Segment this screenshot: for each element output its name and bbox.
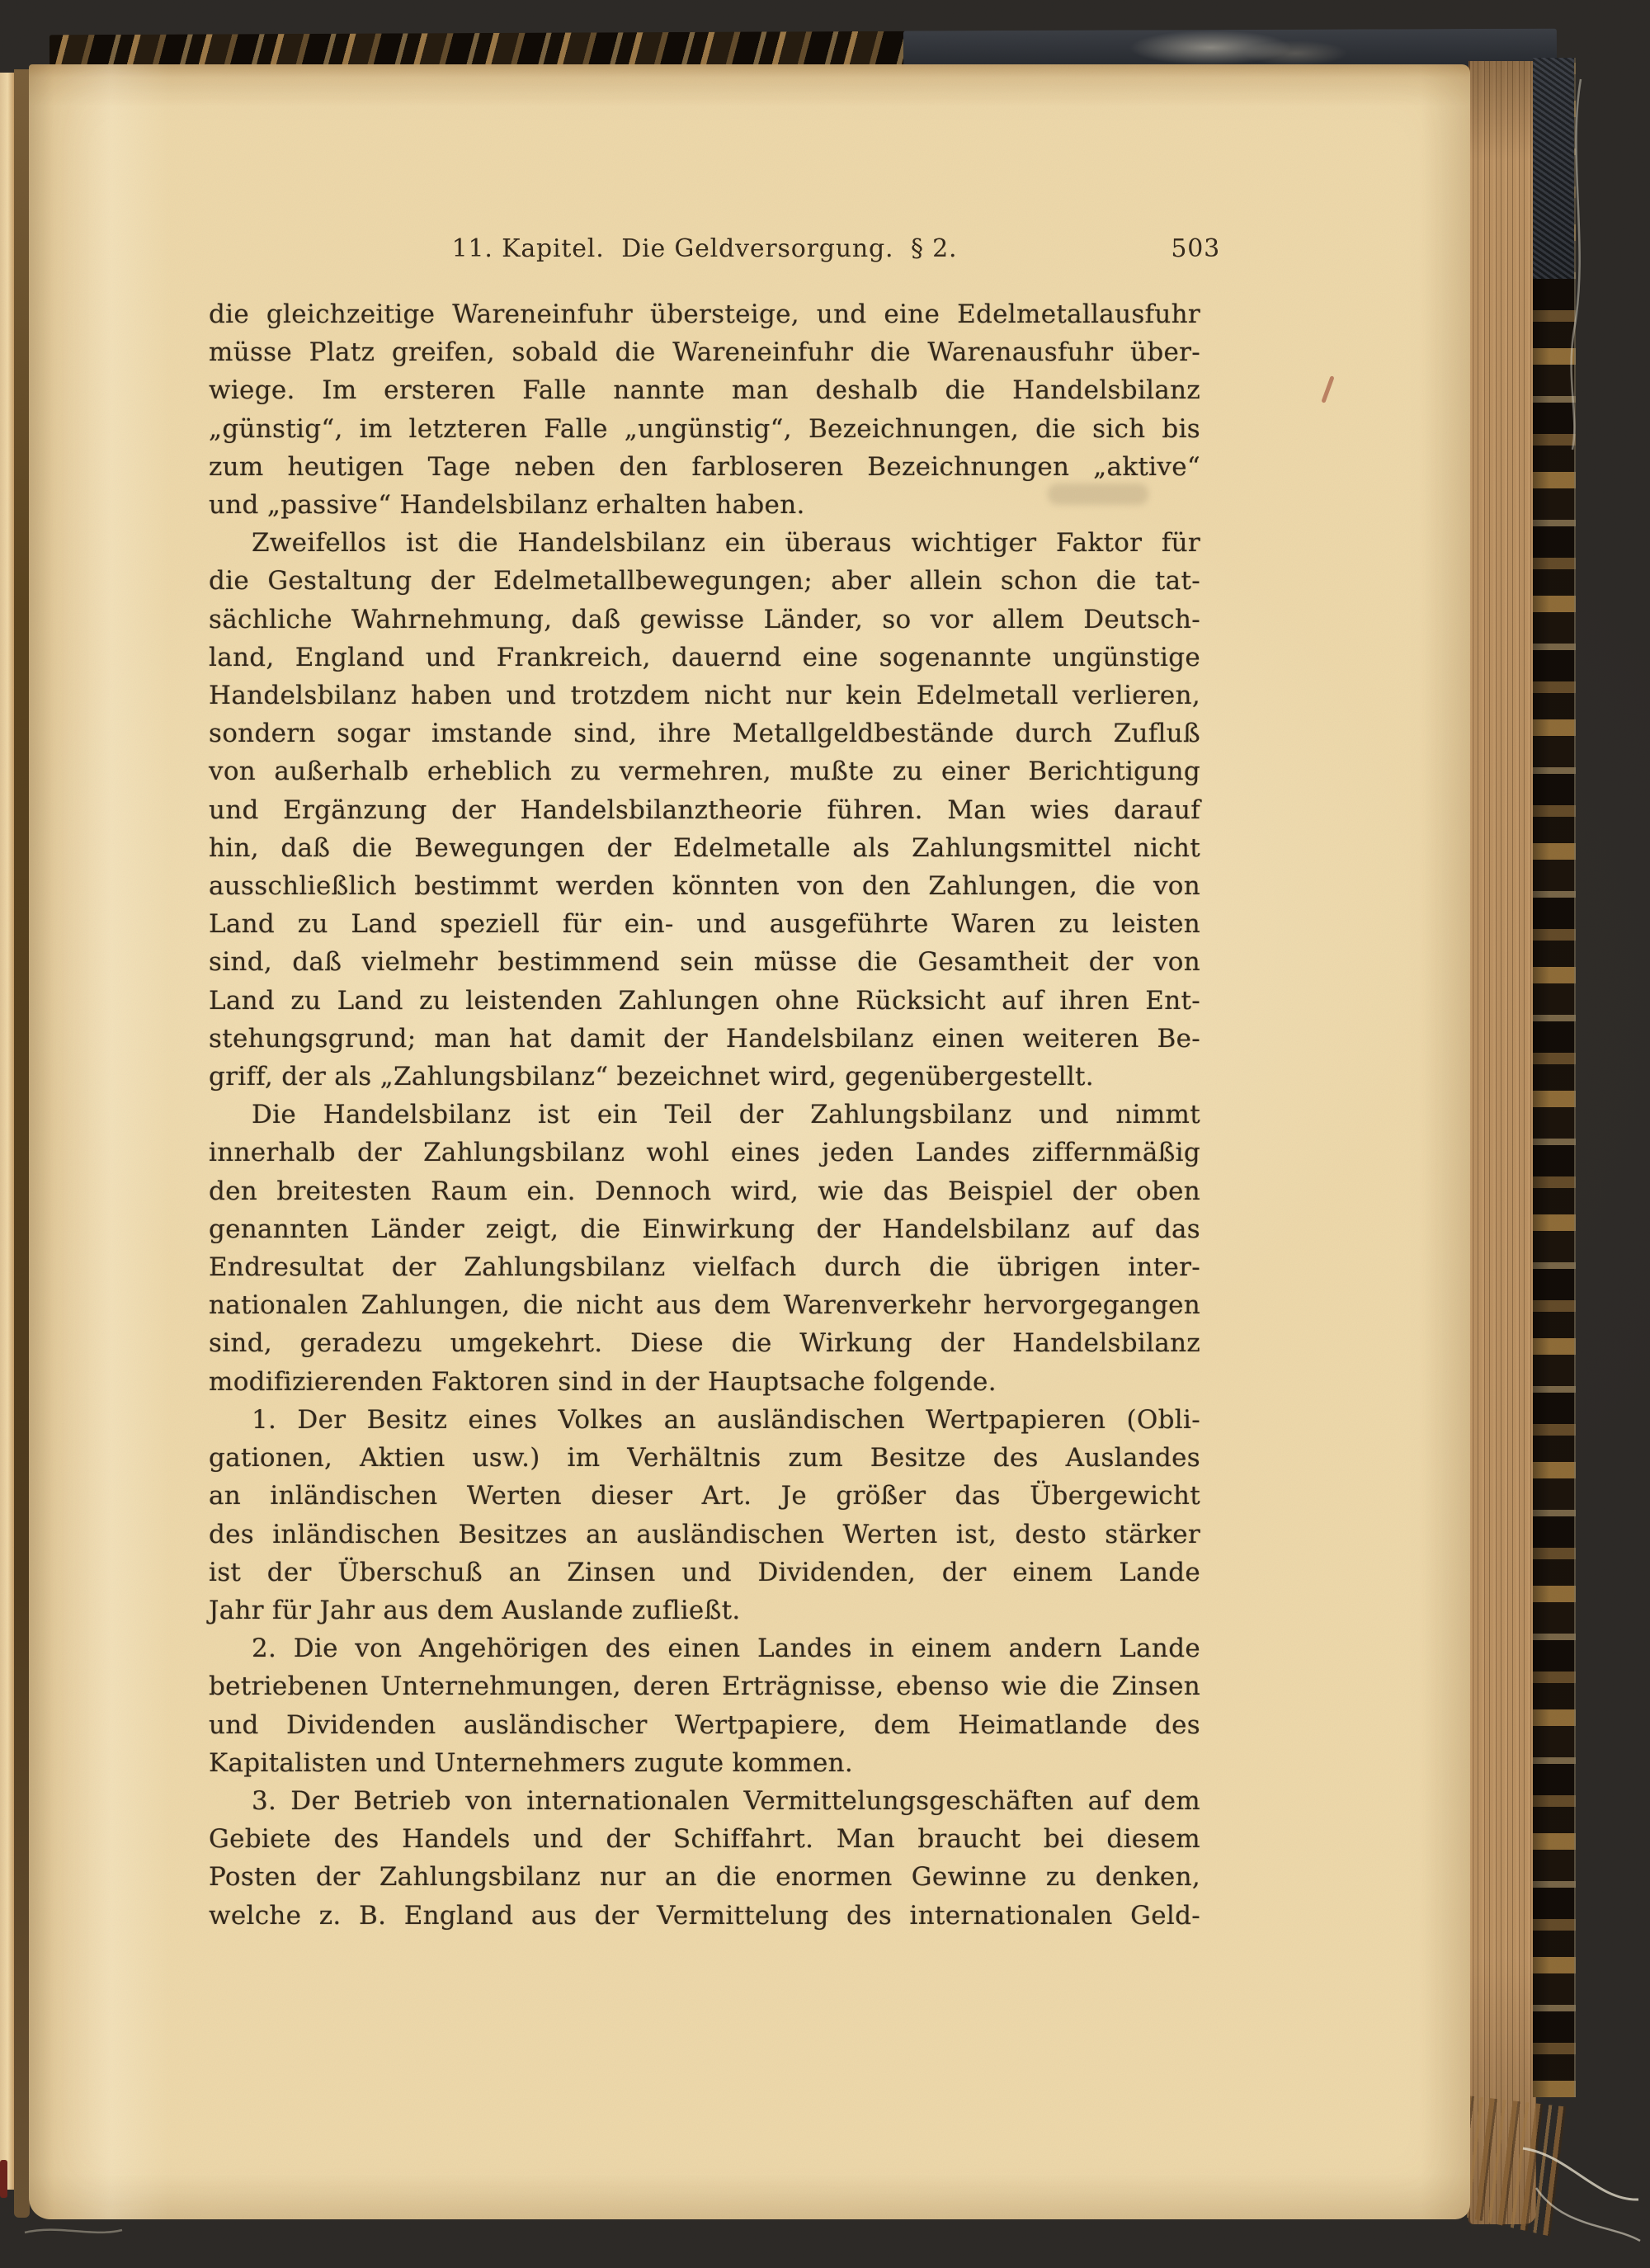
- text-line: 3. Der Betrieb von internationalen Vermittelungsgeschäften auf dem: [252, 1785, 1200, 1816]
- text-line: land, England und Frankreich, dauernd eine sogenannte ungünstige: [209, 642, 1200, 672]
- text-line: ist der Überschuß an Zinsen und Dividenden, der einem Lande: [209, 1557, 1200, 1587]
- paragraph: [209, 1401, 1200, 1629]
- text-line: Handelsbilanz haben und trotzdem nicht nur kein Edelmetall verlieren,: [209, 681, 1200, 711]
- page-number: 503: [1171, 234, 1220, 263]
- text-line: griff, der als „Zahlungsbilanz“ bezeichnet wird, gegenübergestellt.: [209, 1062, 1094, 1092]
- text-line: Gebiete des Handels und der Schiffahrt. Man braucht bei diesem: [209, 1824, 1200, 1855]
- text-line: sind, daß vielmehr bestimmend sein müsse die Gesamtheit der von: [209, 947, 1200, 978]
- text-line: 2. Die von Angehörigen des einen Landes in einem andern Lande: [252, 1634, 1200, 1664]
- marbled-cover-fore-edge: [1533, 58, 1576, 2097]
- text-line: Posten der Zahlungsbilanz nur an die enormen Gewinne zu denken,: [209, 1862, 1200, 1893]
- red-edge-speck: [0, 2160, 7, 2198]
- running-header: [209, 234, 1220, 267]
- page-stack-fore-edge: [1468, 61, 1536, 2224]
- paragraph: [209, 524, 1200, 1096]
- text-line: hin, daß die Bewegungen der Edelmetalle als Zahlungsmittel nicht: [209, 832, 1200, 863]
- text-line: und Ergänzung der Handelsbilanztheorie führen. Man wies darauf: [209, 795, 1200, 825]
- text-line: und Dividenden ausländischer Wertpapiere, dem Heimatlande des: [209, 1709, 1200, 1740]
- text-line: gationen, Aktien usw.) im Verhältnis zum Besitze des Auslandes: [209, 1443, 1200, 1473]
- text-line: des inländischen Besitzes an ausländischen Werten ist, desto stärker: [209, 1519, 1200, 1549]
- text-line: „günstig“, im letzteren Falle „ungünstig“, Bezeichnungen, die sich bis: [209, 413, 1200, 444]
- margin-pen-mark: [1321, 375, 1334, 403]
- text-line: müsse Platz greifen, sobald die Wareneinfuhr die Warenausfuhr über-: [209, 337, 1200, 368]
- text-line: Kapitalisten und Unternehmers zugute kommen.: [209, 1747, 854, 1778]
- text-line: sind, geradezu umgekehrt. Diese die Wirkung der Handelsbilanz: [209, 1328, 1200, 1359]
- text-line: Die Handelsbilanz ist ein Teil der Zahlungsbilanz und nimmt: [252, 1100, 1200, 1130]
- text-line: sondern sogar imstande sind, ihre Metallgeldbestände durch Zufluß: [209, 719, 1200, 749]
- text-line: den breitesten Raum ein. Dennoch wird, wie das Beispiel der oben: [209, 1176, 1200, 1206]
- text-line: 1. Der Besitz eines Volkes an ausländischen Wertpapieren (Obli-: [252, 1404, 1200, 1435]
- paragraph: [209, 1096, 1200, 1401]
- book-gutter-shadow: [14, 69, 30, 2218]
- text-line: die Gestaltung der Edelmetallbewegungen; aber allein schon die tat-: [209, 566, 1200, 596]
- text-line: Endresultat der Zahlungsbilanz vielfach durch die übrigen inter-: [209, 1252, 1200, 1283]
- body-text: [209, 295, 1200, 1935]
- text-line: nationalen Zahlungen, die nicht aus dem Warenverkehr hervorgegangen: [209, 1290, 1200, 1321]
- paragraph: [209, 1782, 1200, 1935]
- book-page: [29, 64, 1470, 2219]
- ink-smudge: [1048, 483, 1148, 505]
- text-line: und „passive“ Handelsbilanz erhalten haben.: [209, 490, 805, 521]
- text-line: Land zu Land zu leistenden Zahlungen ohne Rücksicht auf ihren Ent-: [209, 985, 1200, 1016]
- text-line: innerhalb der Zahlungsbilanz wohl eines jeden Landes ziffernmäßig: [209, 1138, 1200, 1168]
- chapter-header: 11. Kapitel. Die Geldversorgung. § 2.: [451, 234, 958, 263]
- text-line: betriebenen Unternehmungen, deren Erträgnisse, ebenso wie die Zinsen: [209, 1672, 1200, 1702]
- cloth-cover-corner: [1533, 58, 1574, 279]
- text-line: ausschließlich bestimmt werden könnten von den Zahlungen, die von: [209, 871, 1200, 902]
- text-line: zum heutigen Tage neben den farbloseren Bezeichnungen „aktive“: [209, 451, 1200, 482]
- text-line: an inländischen Werten dieser Art. Je größer das Übergewicht: [209, 1481, 1200, 1511]
- text-line: modifizierenden Faktoren sind in der Hauptsache folgende.: [209, 1366, 997, 1397]
- text-line: von außerhalb erheblich zu vermehren, mußte zu einer Berichtigung: [209, 757, 1200, 787]
- text-line: sächliche Wahrnehmung, daß gewisse Länder, so vor allem Deutsch-: [209, 604, 1200, 634]
- text-line: Jahr für Jahr aus dem Auslande zufließt.: [209, 1595, 741, 1625]
- opposite-page-sliver: [0, 73, 14, 2190]
- text-line: welche z. B. England aus der Vermittelung des internationalen Geld-: [209, 1900, 1200, 1931]
- text-line: stehungsgrund; man hat damit der Handelsbilanz einen weiteren Be-: [209, 1023, 1200, 1054]
- text-line: Land zu Land speziell für ein- und ausgeführte Waren zu leisten: [209, 909, 1200, 940]
- text-line: die gleichzeitige Wareneinfuhr übersteige, und eine Edelmetallausfuhr: [209, 299, 1200, 329]
- text-line: genannten Länder zeigt, die Einwirkung der Handelsbilanz auf das: [209, 1214, 1200, 1244]
- text-line: Zweifellos ist die Handelsbilanz ein überaus wichtiger Faktor für: [252, 528, 1200, 559]
- text-line: wiege. Im ersteren Falle nannte man deshalb die Handelsbilanz: [209, 375, 1200, 406]
- frayed-paper-corner: [1467, 2096, 1568, 2237]
- paragraph: [209, 1629, 1200, 1782]
